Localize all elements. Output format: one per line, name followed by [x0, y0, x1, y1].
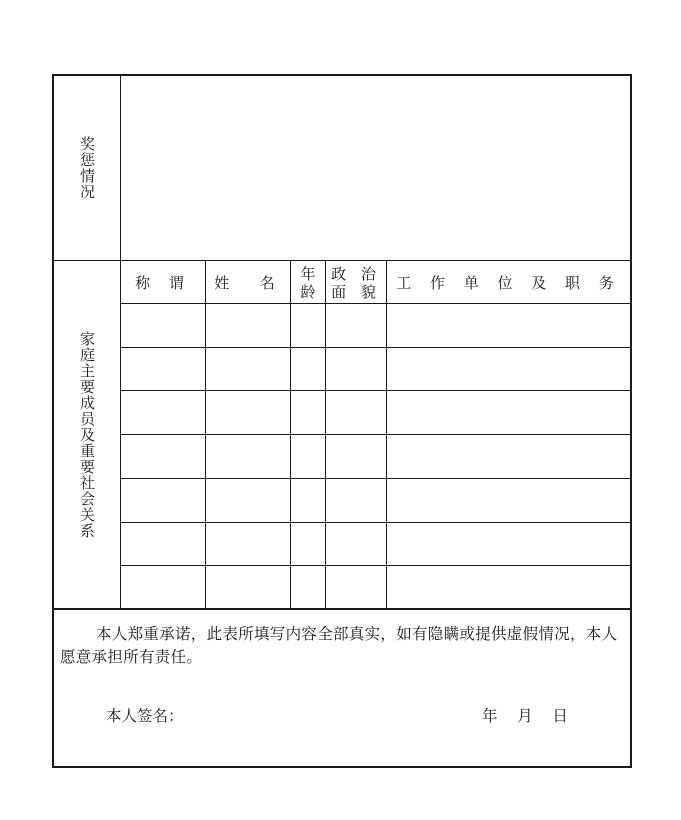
header-political: 政 治 面 貌: [331, 264, 381, 301]
cell-relation[interactable]: [121, 523, 205, 565]
header-name: 姓 名: [214, 273, 282, 292]
cell-relation[interactable]: [121, 304, 205, 347]
awards-content-field[interactable]: [121, 76, 630, 260]
cell-political[interactable]: [326, 391, 386, 434]
cell-name[interactable]: [206, 391, 290, 434]
cell-relation[interactable]: [121, 391, 205, 434]
family-label-cell: [54, 261, 120, 608]
cell-work[interactable]: [387, 523, 630, 565]
cell-work[interactable]: [387, 391, 630, 434]
awards-label: 奖惩情况: [78, 136, 96, 200]
cell-political[interactable]: [326, 304, 386, 347]
cell-name[interactable]: [206, 348, 290, 390]
cell-relation[interactable]: [121, 479, 205, 522]
cell-work[interactable]: [387, 566, 630, 608]
signature-label: 本人签名：: [106, 707, 184, 725]
cell-political[interactable]: [326, 479, 386, 522]
cell-name[interactable]: [206, 479, 290, 522]
cell-name[interactable]: [206, 304, 290, 347]
cell-age[interactable]: [291, 566, 325, 608]
registration-form: [52, 74, 632, 768]
cell-work[interactable]: [387, 479, 630, 522]
cell-political[interactable]: [326, 348, 386, 390]
cell-name[interactable]: [206, 435, 290, 478]
cell-work[interactable]: [387, 348, 630, 390]
cell-name[interactable]: [206, 523, 290, 565]
pledge-statement: 本人郑重承诺，此表所填写内容全部真实，如有隐瞒或提供虚假情况，本人愿意承担所有责任。: [60, 625, 618, 666]
cell-relation[interactable]: [121, 566, 205, 608]
cell-age[interactable]: [291, 479, 325, 522]
family-label: 家庭主要成员及重要社会关系: [78, 330, 96, 539]
cell-age[interactable]: [291, 435, 325, 478]
header-relation: 称 谓: [135, 273, 191, 292]
cell-relation[interactable]: [121, 435, 205, 478]
cell-age[interactable]: [291, 304, 325, 347]
cell-political[interactable]: [326, 435, 386, 478]
awards-label-cell: [54, 76, 120, 260]
cell-age[interactable]: [291, 348, 325, 390]
cell-age[interactable]: [291, 523, 325, 565]
header-work: 工 作 单 位 及 职 务: [396, 273, 621, 292]
divider-family-bottom: [54, 608, 630, 610]
header-age: 年 龄: [300, 264, 316, 301]
cell-political[interactable]: [326, 523, 386, 565]
cell-name[interactable]: [206, 566, 290, 608]
cell-relation[interactable]: [121, 348, 205, 390]
date-label: 年 月 日: [482, 707, 568, 725]
cell-work[interactable]: [387, 304, 630, 347]
cell-work[interactable]: [387, 435, 630, 478]
cell-age[interactable]: [291, 391, 325, 434]
cell-political[interactable]: [326, 566, 386, 608]
